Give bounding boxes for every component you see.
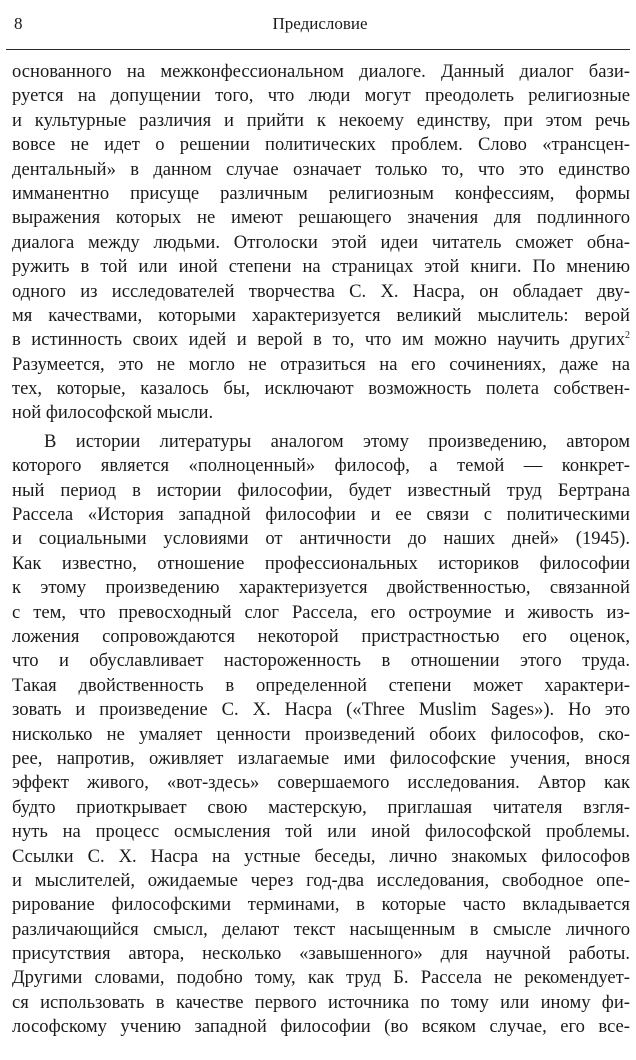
text-line: ный период в истории философии, будет известный труд Бертрана	[12, 479, 630, 501]
text-line: ложения сопровождаются некоторой пристрастностью его оценок,	[12, 625, 630, 647]
paragraph-2	[12, 430, 630, 1040]
text-line: присутствия автора, несколько «завышенного» для научной работы.	[12, 943, 630, 965]
text-line: дентальный» в данном случае означает только то, что это единство	[12, 158, 630, 180]
text-line: Как известно, отношение профессиональных историков философии	[12, 552, 630, 574]
text-line: различающийся смысл, делают текст насыщенным в смысле личного	[12, 918, 630, 940]
text-line: одного из исследователей творчества С. Х. Насра, он обладает дву-	[12, 280, 630, 302]
text-line: Другими словами, подобно тому, как труд Б. Рассела не рекомендует-	[12, 967, 630, 989]
text-line: рее, напротив, оживляет излагаемые ими философские учения, внося	[12, 747, 630, 769]
text-line: эффект живого, «вот-здесь» совершаемого исследования. Автор как	[12, 772, 630, 794]
paragraph-1	[12, 60, 630, 426]
page-header	[14, 12, 626, 38]
text-line: ся использовать в качестве первого источника по тому или иному фи-	[12, 991, 630, 1013]
text-line: нуть на процесс осмысления той или иной философской проблемы.	[12, 821, 630, 843]
text-line: вовсе не идет о решении политических проблем. Слово «трансцен-	[12, 134, 630, 156]
text-line: к этому произведению характеризуется двойственностью, связанной	[12, 577, 630, 599]
text-line: диалога между людьми. Отголоски этой идеи читатель сможет обна-	[12, 231, 630, 253]
footnote-reference[interactable]: 2	[625, 330, 630, 342]
text-line: имманентно присуще различным религиозным конфессиям, формы	[12, 182, 630, 204]
page-number: 8	[14, 14, 23, 33]
text-line: и мыслителей, ожидаемые через год-два исследования, свободное опе-	[12, 869, 630, 891]
text-line: что и обуславливает настороженность в отношении этого труда.	[12, 650, 630, 672]
text-line: Разумеется, это не могло не отразиться на его сочинениях, даже на	[12, 353, 630, 375]
text-line: которого является «полноценный» философ, а темой — конкрет-	[12, 455, 630, 477]
text-line: нисколько не умаляет ценности произведений обоих философов, ско-	[12, 723, 630, 745]
text-line: лософскому учению западной философии (во всяком случае, его все-	[12, 1016, 630, 1038]
text-line: Рассела «История западной философии и ее связи с политическими	[12, 504, 630, 526]
text-line: руется на допущении того, что люди могут преодолеть религиозные	[12, 85, 630, 107]
text-line: основанного на межконфессиональном диалоге. Данный диалог бази-	[12, 61, 630, 82]
text-line: с тем, что превосходный слог Рассела, его остроумие и живость из-	[12, 601, 630, 623]
text-line: В истории литературы аналогом этому произведению, автором	[44, 430, 630, 452]
text-line: выражения которых не имеют решающего значения для подлинного	[12, 207, 630, 229]
text-line: Такая двойственность в определенной степени может характери-	[12, 674, 630, 696]
text-line-content: в истинность своих идей и верой в то, что им можно научить других	[12, 329, 625, 351]
page-body	[12, 60, 630, 1040]
text-line: тех, которые, казалось бы, исключают возможность полета собствен-	[12, 378, 630, 400]
text-line: мя качествами, которыми характеризуется великий мыслитель: верой	[12, 304, 630, 326]
running-title: Предисловие	[272, 14, 368, 33]
text-line: будто приоткрывает свою мастерскую, приглашая читателя взгля-	[12, 796, 630, 818]
text-line: рирование философскими терминами, в которые часто вкладывается	[12, 894, 630, 916]
text-line: ружить в той или иной степени на страницах этой книги. По мнению	[12, 256, 630, 278]
text-line: и социальными условиями от античности до наших дней» (1945).	[12, 528, 630, 550]
text-line-with-footnote	[12, 328, 630, 352]
header-rule	[6, 49, 630, 50]
text-line: Ссылки С. Х. Насра на устные беседы, лично знакомых философов	[12, 845, 630, 867]
text-line: зовать и произведение С. Х. Насра («Three Muslim Sages»). Но это	[12, 699, 630, 721]
text-line: ной философской мысли.	[12, 402, 214, 424]
text-line: и культурные различия и прийти к некоему единству, при этом речь	[12, 109, 630, 131]
